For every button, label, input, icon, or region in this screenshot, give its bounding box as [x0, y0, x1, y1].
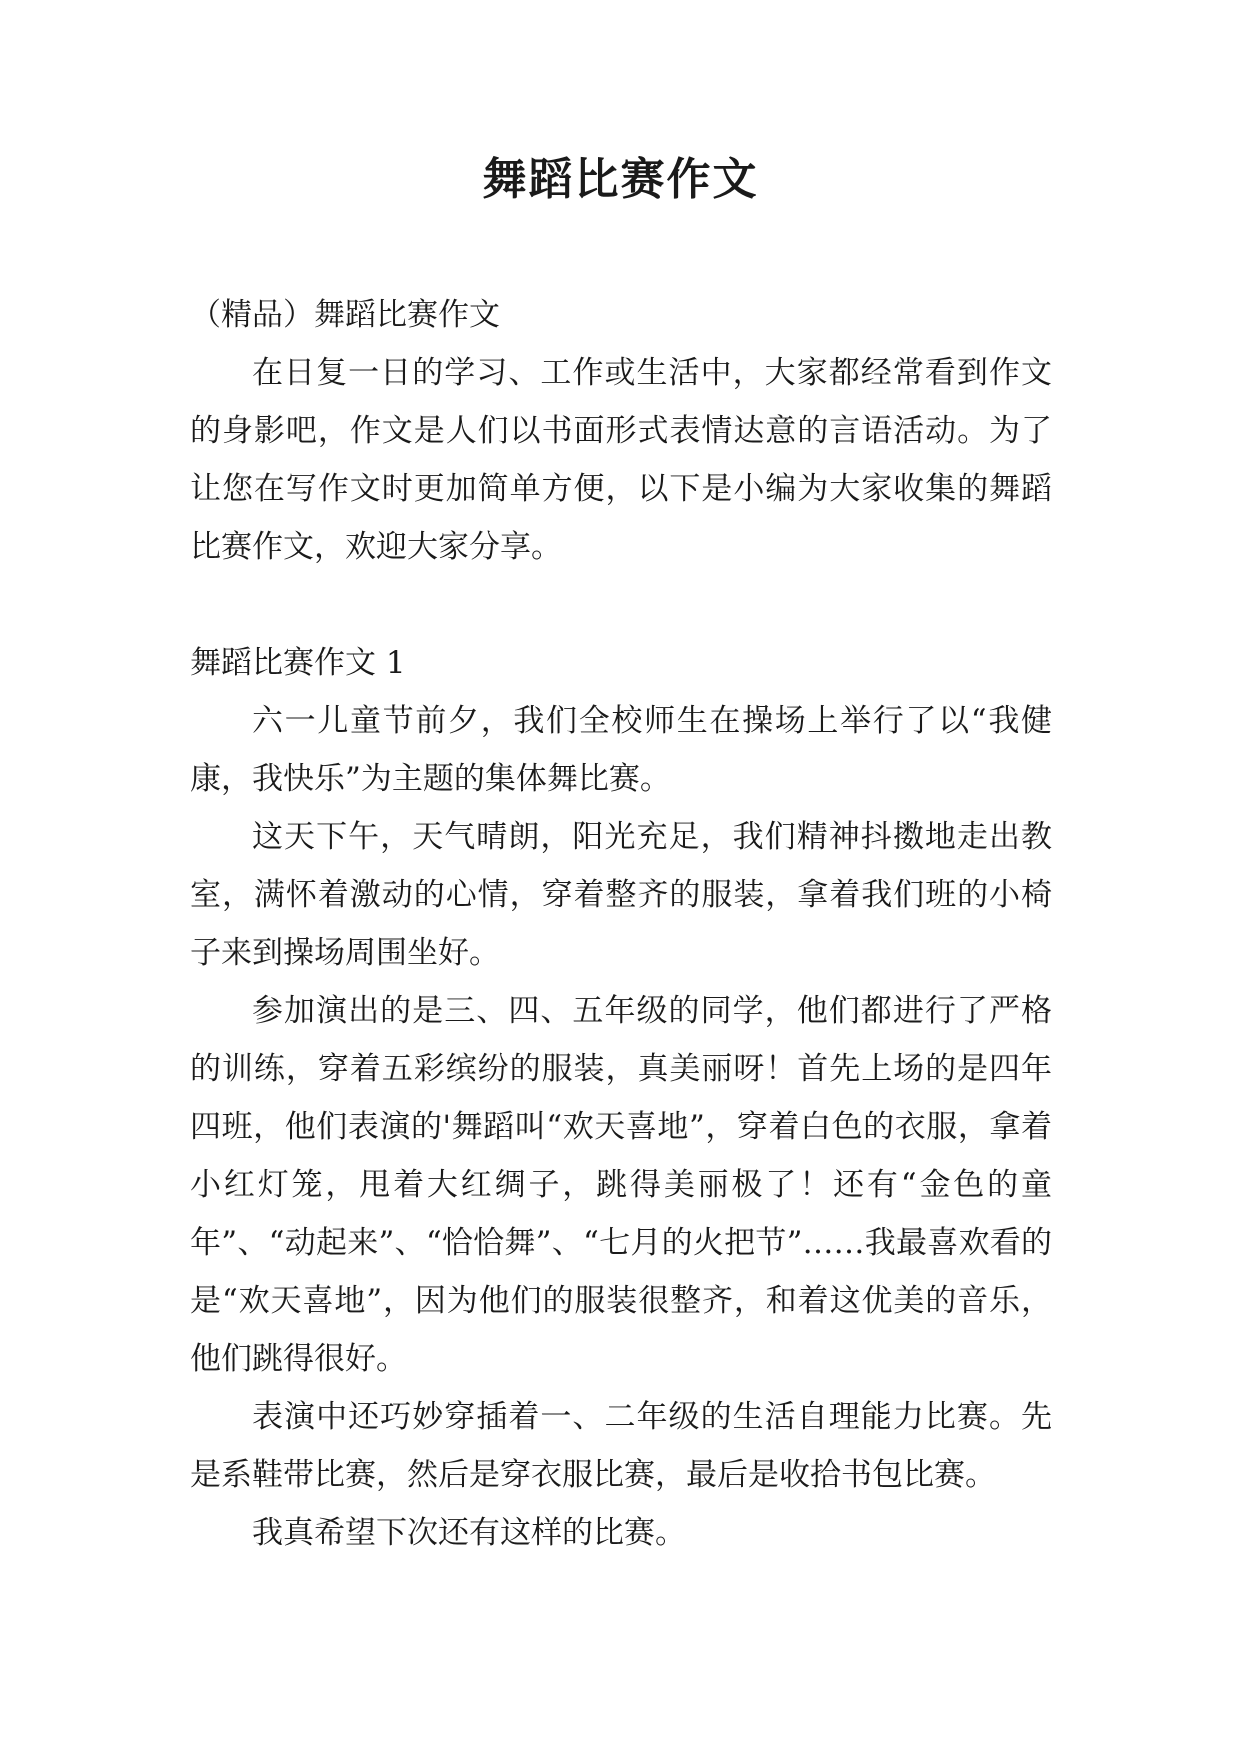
- section-heading: 舞蹈比赛作文 1: [190, 645, 406, 681]
- document-body: [190, 286, 1052, 1562]
- intro-paragraph: 在日复一日的学习、工作或生活中，大家都经常看到作文的身影吧，作文是人们以书面形式表情达意的言语活动。为了让您在写作文时更加简单方便，以下是小编为大家收集的舞蹈比赛作文，欢迎大家分享。: [190, 355, 1052, 565]
- section-spacer: [190, 576, 1052, 634]
- body-paragraph: 这天下午，天气晴朗，阳光充足，我们精神抖擞地走出教室，满怀着激动的心情，穿着整齐的服装，拿着我们班的小椅子来到操场周围坐好。: [190, 819, 1052, 971]
- body-paragraph: 参加演出的是三、四、五年级的同学，他们都进行了严格的训练，穿着五彩缤纷的服装，真美丽呀！首先上场的是四年四班，他们表演的'舞蹈叫“欢天喜地”，穿着白色的衣服，拿着小红灯笼，甩着大红绸子，跳得美丽极了！还有“金色的童年”、“动起来”、“恰恰舞”、“七月的火把节”……我最喜欢看的是“欢天喜地”，因为他们的服装很整齐，和着这优美的音乐，他们跳得很好。: [190, 993, 1052, 1377]
- document-subtitle: （精品）舞蹈比赛作文: [190, 297, 500, 333]
- body-paragraph: 六一儿童节前夕，我们全校师生在操场上举行了以“我健康，我快乐”为主题的集体舞比赛。: [190, 703, 1052, 797]
- body-paragraph: 表演中还巧妙穿插着一、二年级的生活自理能力比赛。先是系鞋带比赛，然后是穿衣服比赛，最后是收拾书包比赛。: [190, 1399, 1052, 1493]
- body-paragraph: 我真希望下次还有这样的比赛。: [252, 1515, 686, 1551]
- document-title: 舞蹈比赛作文: [482, 154, 759, 205]
